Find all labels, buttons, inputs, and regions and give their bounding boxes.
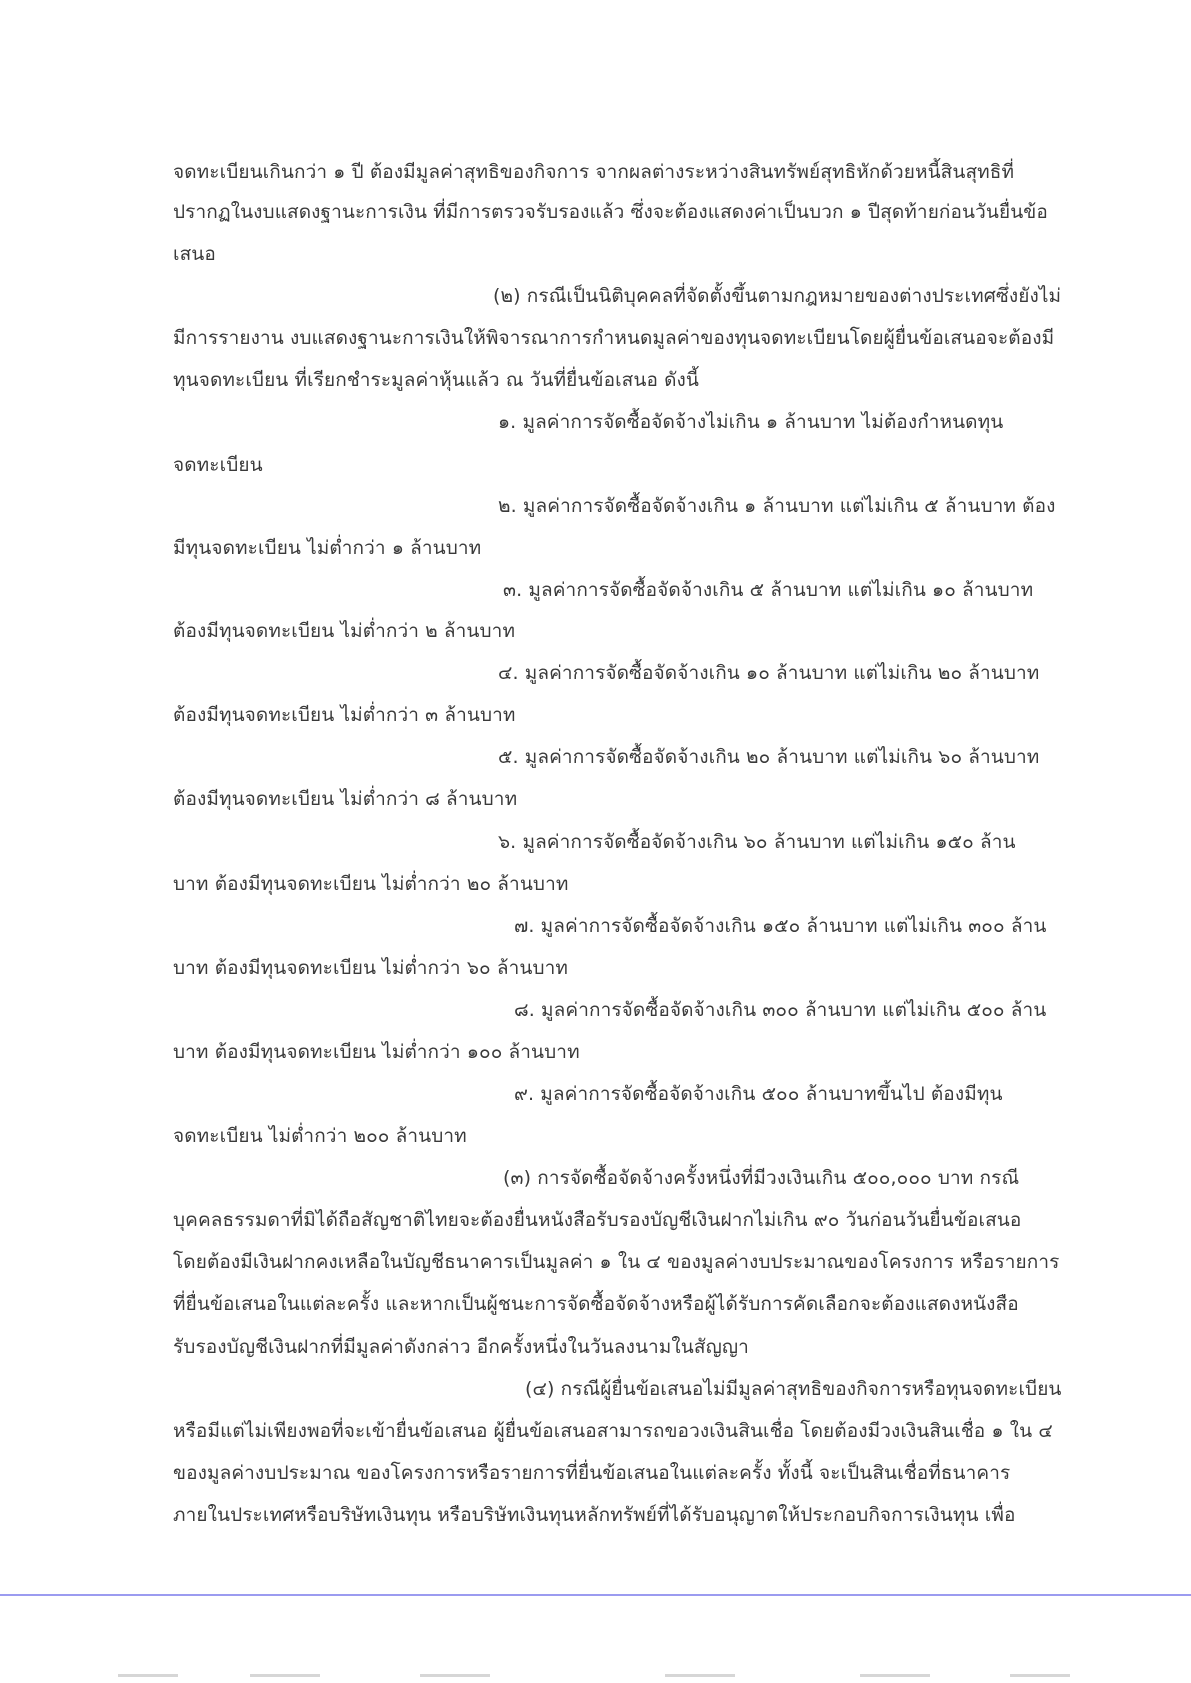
body-line: ๗. มูลค่าการจัดซื้อจัดจ้างเกิน ๑๕๐ ล้านบาท แต่ไม่เกิน ๓๐๐ ล้าน [514, 915, 1047, 937]
scan-edge-mark [1010, 1674, 1070, 1677]
body-line: ๕. มูลค่าการจัดซื้อจัดจ้างเกิน ๒๐ ล้านบาท แต่ไม่เกิน ๖๐ ล้านบาท [498, 746, 1040, 768]
body-line: ๔. มูลค่าการจัดซื้อจัดจ้างเกิน ๑๐ ล้านบาท แต่ไม่เกิน ๒๐ ล้านบาท [498, 662, 1040, 684]
body-line: ปรากฏในงบแสดงฐานะการเงิน ที่มีการตรวจรับรองแล้ว ซึ่งจะต้องแสดงค่าเป็นบวก ๑ ปีสุดท้ายก่อนวันยื่นข้อ [173, 201, 1048, 223]
body-line: ๙. มูลค่าการจัดซื้อจัดจ้างเกิน ๕๐๐ ล้านบาทขึ้นไป ต้องมีทุน [514, 1083, 1003, 1105]
body-line: (๔) กรณีผู้ยื่นข้อเสนอไม่มีมูลค่าสุทธิของกิจการหรือทุนจดทะเบียน [525, 1378, 1062, 1400]
body-line: ทุนจดทะเบียน ที่เรียกชำระมูลค่าหุ้นแล้ว ณ วันที่ยื่นข้อเสนอ ดังนี้ [173, 369, 700, 391]
body-line: เสนอ [173, 243, 216, 265]
body-line: จดทะเบียน [173, 454, 263, 476]
body-line: ต้องมีทุนจดทะเบียน ไม่ต่ำกว่า ๘ ล้านบาท [173, 788, 518, 810]
body-line: มีทุนจดทะเบียน ไม่ต่ำกว่า ๑ ล้านบาท [173, 537, 482, 559]
body-line: ๖. มูลค่าการจัดซื้อจัดจ้างเกิน ๖๐ ล้านบาท แต่ไม่เกิน ๑๕๐ ล้าน [498, 831, 1016, 853]
scan-edge-mark [860, 1674, 930, 1677]
body-line: ต้องมีทุนจดทะเบียน ไม่ต่ำกว่า ๓ ล้านบาท [173, 704, 516, 726]
body-line: บาท ต้องมีทุนจดทะเบียน ไม่ต่ำกว่า ๒๐ ล้านบาท [173, 873, 569, 895]
body-line: บาท ต้องมีทุนจดทะเบียน ไม่ต่ำกว่า ๑๐๐ ล้านบาท [173, 1041, 580, 1063]
scan-edge-mark [665, 1674, 735, 1677]
body-line: มีการรายงาน งบแสดงฐานะการเงินให้พิจารณาการกำหนดมูลค่าของทุนจดทะเบียนโดยผู้ยื่นข้อเสนอจะต้องมี [173, 327, 1055, 349]
body-line: บุคคลธรรมดาที่มิได้ถือสัญชาติไทยจะต้องยื่นหนังสือรับรองบัญชีเงินฝากไม่เกิน ๙๐ วันก่อนวันยื่นข้อเสนอ [173, 1209, 1022, 1231]
body-line: ๘. มูลค่าการจัดซื้อจัดจ้างเกิน ๓๐๐ ล้านบาท แต่ไม่เกิน ๕๐๐ ล้าน [514, 999, 1047, 1021]
body-line: ๑. มูลค่าการจัดซื้อจัดจ้างไม่เกิน ๑ ล้านบาท ไม่ต้องกำหนดทุน [498, 411, 1004, 433]
scan-edge-mark [420, 1674, 490, 1677]
body-line: ต้องมีทุนจดทะเบียน ไม่ต่ำกว่า ๒ ล้านบาท [173, 620, 516, 642]
body-line: ที่ยื่นข้อเสนอในแต่ละครั้ง และหากเป็นผู้ชนะการจัดซื้อจัดจ้างหรือผู้ได้รับการคัดเลือกจะต้องแสดงหนังสือ [173, 1293, 1019, 1315]
body-line: บาท ต้องมีทุนจดทะเบียน ไม่ต่ำกว่า ๖๐ ล้านบาท [173, 957, 568, 979]
body-line: ภายในประเทศหรือบริษัทเงินทุน หรือบริษัทเงินทุนหลักทรัพย์ที่ได้รับอนุญาตให้ประกอบกิจการเงินทุน เพื่อ [173, 1504, 1016, 1526]
scan-edge-mark [118, 1674, 178, 1677]
body-line: จดทะเบียน ไม่ต่ำกว่า ๒๐๐ ล้านบาท [173, 1125, 467, 1147]
body-line: (๒) กรณีเป็นนิติบุคคลที่จัดตั้งขึ้นตามกฎหมายของต่างประเทศซึ่งยังไม่ [493, 285, 1062, 307]
scan-edge-mark [250, 1674, 320, 1677]
page-bottom-rule [0, 1594, 1191, 1596]
body-line: จดทะเบียนเกินกว่า ๑ ปี ต้องมีมูลค่าสุทธิของกิจการ จากผลต่างระหว่างสินทรัพย์สุทธิหักด้วยหนี้สินสุทธิที่ [173, 161, 1015, 183]
body-line: รับรองบัญชีเงินฝากที่มีมูลค่าดังกล่าว อีกครั้งหนึ่งในวันลงนามในสัญญา [173, 1336, 749, 1358]
body-line: ๓. มูลค่าการจัดซื้อจัดจ้างเกิน ๕ ล้านบาท แต่ไม่เกิน ๑๐ ล้านบาท [503, 579, 1034, 601]
body-line: (๓) การจัดซื้อจัดจ้างครั้งหนึ่งที่มีวงเงินเกิน ๕๐๐,๐๐๐ บาท กรณี [503, 1167, 1020, 1189]
body-line: ๒. มูลค่าการจัดซื้อจัดจ้างเกิน ๑ ล้านบาท แต่ไม่เกิน ๕ ล้านบาท ต้อง [498, 495, 1056, 517]
body-line: หรือมีแต่ไม่เพียงพอที่จะเข้ายื่นข้อเสนอ ผู้ยื่นข้อเสนอสามารถขอวงเงินสินเชื่อ โดยต้องมีวงเงินสินเชื่อ ๑ ใน ๔ [173, 1420, 1053, 1442]
body-line: โดยต้องมีเงินฝากคงเหลือในบัญชีธนาคารเป็นมูลค่า ๑ ใน ๔ ของมูลค่างบประมาณของโครงการ หรือรายการ [173, 1251, 1060, 1273]
body-line: ของมูลค่างบประมาณ ของโครงการหรือรายการที่ยื่นข้อเสนอในแต่ละครั้ง ทั้งนี้ จะเป็นสินเชื่อที่ธนาคาร [173, 1462, 1011, 1484]
